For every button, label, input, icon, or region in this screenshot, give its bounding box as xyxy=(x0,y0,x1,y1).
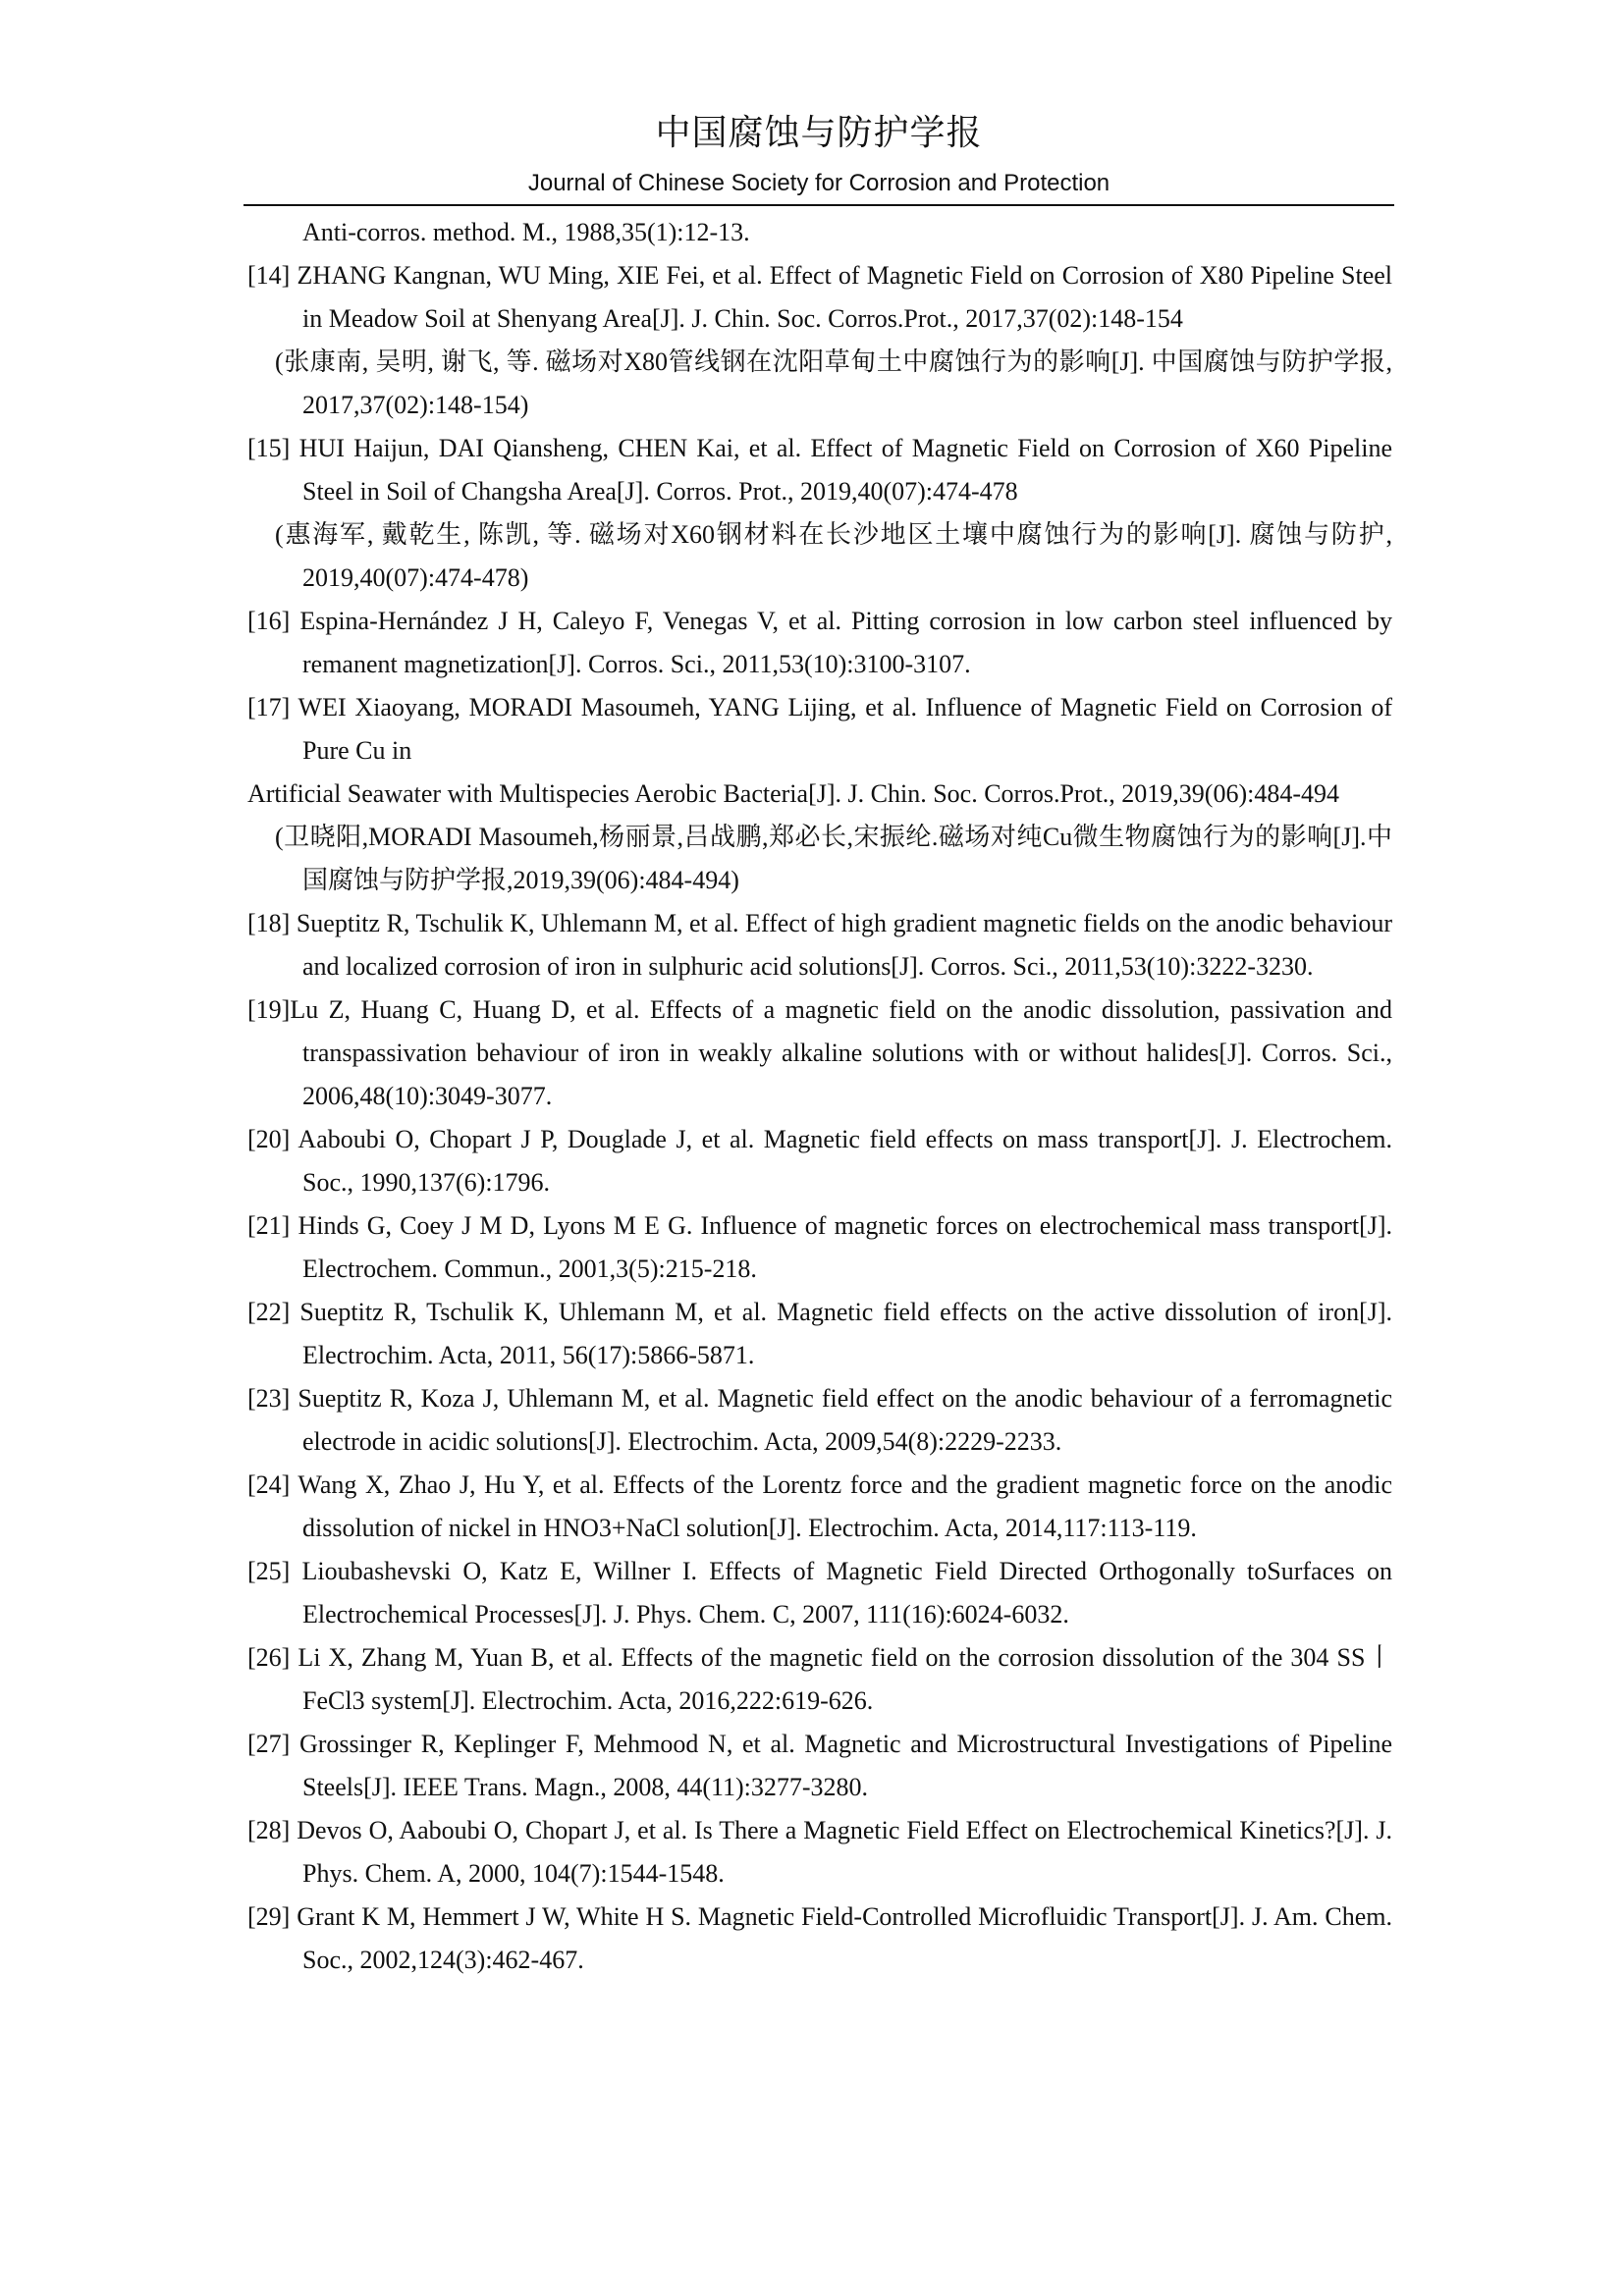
reference-13-continuation: Anti-corros. method. M., 1988,35(1):12-13. xyxy=(302,218,750,246)
reference-17-chinese: (卫晓阳,MORADI Masoumeh,杨丽景,吕战鹏,郑必长,宋振纶.磁场对纯Cu微生物腐蚀行为的影响[J].中国腐蚀与防护学报,2019,39(06):484-494) xyxy=(275,823,1392,894)
reference-17-continuation: Artificial Seawater with Multispecies Aerobic Bacteria[J]. J. Chin. Soc. Corros.Prot., 2019,39(06):484-494 xyxy=(247,779,1340,808)
reference-14-chinese: (张康南, 吴明, 谢飞, 等. 磁场对X80管线钢在沈阳草甸土中腐蚀行为的影响[J]. 中国腐蚀与防护学报, 2017,37(02):148-154) xyxy=(275,347,1392,419)
reference-list xyxy=(247,211,1392,1982)
journal-title-english: Journal of Chinese Society for Corrosion and Protection xyxy=(527,170,1110,196)
reference-22: [22] Sueptitz R, Tschulik K, Uhlemann M, et al. Magnetic field effects on the active dissolution of iron[J]. Electrochim. Acta, 2011, 56(17):5866-5871. xyxy=(247,1298,1392,1369)
reference-21: [21] Hinds G, Coey J M D, Lyons M E G. Influence of magnetic forces on electrochemical mass transport[J]. Electrochem. Commun., 2001,3(5):215-218. xyxy=(247,1211,1392,1283)
reference-17: [17] WEI Xiaoyang, MORADI Masoumeh, YANG Lijing, et al. Influence of Magnetic Field on Corrosion of Pure Cu in xyxy=(247,693,1392,765)
reference-24: [24] Wang X, Zhao J, Hu Y, et al. Effects of the Lorentz force and the gradient magnetic force on the anodic dissolution of nickel in HNO3+NaCl solution[J]. Electrochim. Acta, 2014,117:113-119. xyxy=(247,1470,1392,1542)
reference-27: [27] Grossinger R, Keplinger F, Mehmood N, et al. Magnetic and Microstructural Investigations of Pipeline Steels[J]. IEEE Trans. Magn., 2008, 44(11):3277-3280. xyxy=(247,1730,1392,1801)
reference-29: [29] Grant K M, Hemmert J W, White H S. Magnetic Field-Controlled Microfluidic Transport[J]. J. Am. Chem. Soc., 2002,124(3):462-467. xyxy=(247,1902,1392,1974)
reference-28: [28] Devos O, Aaboubi O, Chopart J, et al. Is There a Magnetic Field Effect on Electrochemical Kinetics?[J]. J. Phys. Chem. A, 2000, 104(7):1544-1548. xyxy=(247,1816,1392,1888)
reference-15-chinese: (惠海军, 戴乾生, 陈凯, 等. 磁场对X60钢材料在长沙地区土壤中腐蚀行为的影响[J]. 腐蚀与防护, 2019,40(07):474-478) xyxy=(275,520,1392,592)
journal-title-chinese: 中国腐蚀与防护学报 xyxy=(655,113,983,153)
reference-26: [26] Li X, Zhang M, Yuan B, et al. Effects of the magnetic field on the corrosion dissolution of the 304 SS丨FeCl3 system[J]. Electrochim. Acta, 2016,222:619-626. xyxy=(247,1643,1392,1715)
reference-16: [16] Espina-Hernández J H, Caleyo F, Venegas V, et al. Pitting corrosion in low carbon steel influenced by remanent magnetization[J]. Corros. Sci., 2011,53(10):3100-3107. xyxy=(247,607,1392,678)
reference-14: [14] ZHANG Kangnan, WU Ming, XIE Fei, et al. Effect of Magnetic Field on Corrosion of X80 Pipeline Steel in Meadow Soil at Shenyang Area[J]. J. Chin. Soc. Corros.Prot., 2017,37(02):148-154 xyxy=(247,261,1392,333)
reference-18: [18] Sueptitz R, Tschulik K, Uhlemann M, et al. Effect of high gradient magnetic fields on the anodic behaviour and localized corrosion of iron in sulphuric acid solutions[J]. Corros. Sci., 2011,53(10):3222-3230. xyxy=(247,909,1392,981)
reference-23: [23] Sueptitz R, Koza J, Uhlemann M, et al. Magnetic field effect on the anodic behaviour of a ferromagnetic electrode in acidic solutions[J]. Electrochim. Acta, 2009,54(8):2229-2233. xyxy=(247,1384,1392,1456)
header-rule xyxy=(244,204,1394,206)
page-header xyxy=(244,110,1394,198)
reference-19: [19]Lu Z, Huang C, Huang D, et al. Effects of a magnetic field on the anodic dissolution, passivation and transpassivation behaviour of iron in weakly alkaline solutions with or without halides[J]. Corros. Sci., 2006,48(10):3049-3077. xyxy=(247,995,1392,1110)
reference-20: [20] Aaboubi O, Chopart J P, Douglade J, et al. Magnetic field effects on mass transport[J]. J. Electrochem. Soc., 1990,137(6):1796. xyxy=(247,1125,1392,1197)
reference-15: [15] HUI Haijun, DAI Qiansheng, CHEN Kai, et al. Effect of Magnetic Field on Corrosion of X60 Pipeline Steel in Soil of Changsha Area[J]. Corros. Prot., 2019,40(07):474-478 xyxy=(247,434,1392,506)
reference-25: [25] Lioubashevski O, Katz E, Willner I. Effects of Magnetic Field Directed Orthogonally toSurfaces on Electrochemical Processes[J]. J. Phys. Chem. C, 2007, 111(16):6024-6032. xyxy=(247,1557,1392,1629)
